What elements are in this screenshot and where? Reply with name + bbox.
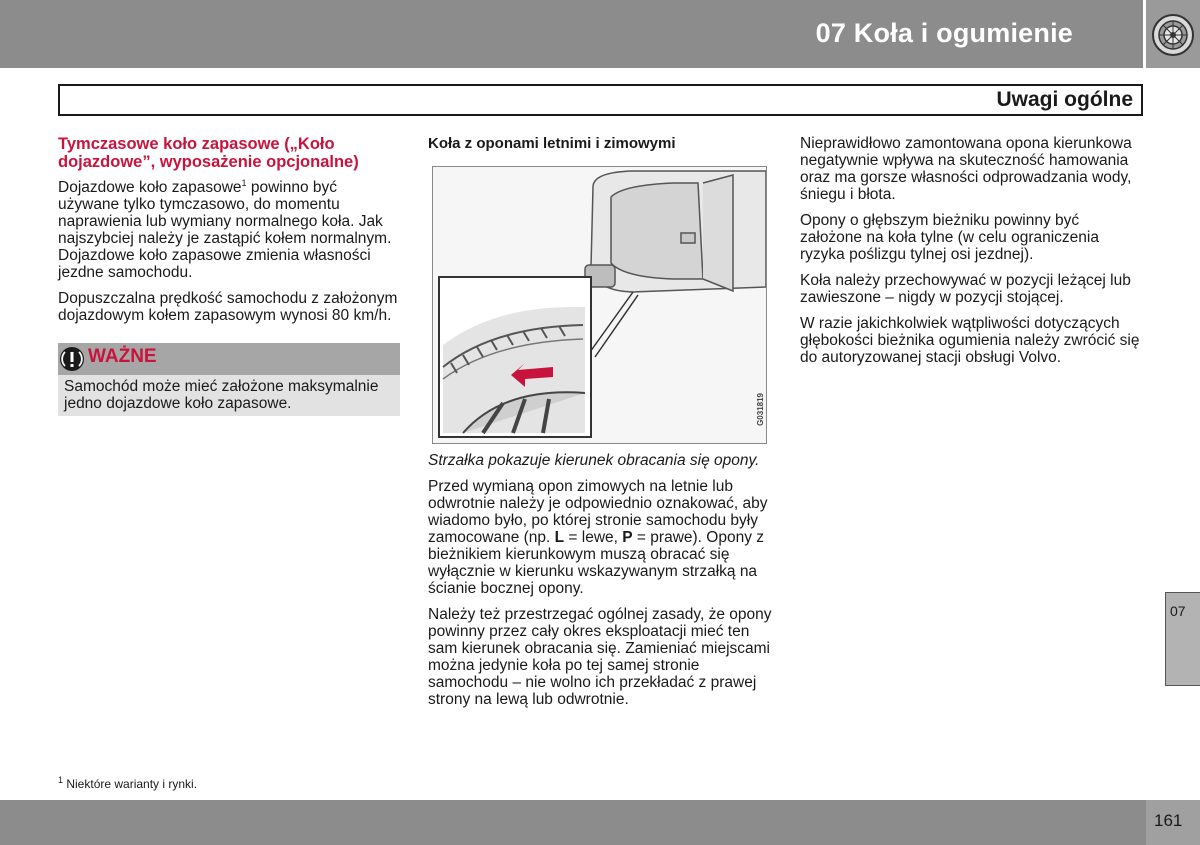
tyres-heading: Koła z oponami letnimi i zimowymi	[428, 135, 676, 152]
warning-box	[58, 343, 400, 416]
figure-code: G031819	[756, 393, 765, 426]
bold-P: P	[622, 529, 633, 546]
leader-line	[595, 295, 638, 357]
right-paragraph-4: W razie jakichkolwiek wątpliwości dotyczących głębokości bieżnika ogumienia należy zwrócić się do autoryzowanej stacji obsługi Volvo.	[800, 315, 1140, 366]
warning-header	[58, 343, 400, 375]
spare-wheel-heading: Tymczasowe koło zapasowe („Koło dojazdowe”, wyposażenie opcjonalne)	[58, 135, 359, 171]
footer-bar	[0, 800, 1146, 845]
column-right	[800, 135, 1140, 375]
tyres-paragraph-2: Należy też przestrzegać ogólnej zasady, że opony powinny przez cały okres eksploatacji mieć ten sam kierunek obracania się. Zamieniać miejscami można jedynie koła po tej samej stronie samochodu – nie wolno ich przekładać z prawej strony na lewą lub odwrotnie.	[428, 606, 772, 708]
section-header-box	[58, 84, 1143, 116]
chapter-title: 07 Koła i ogumienie	[815, 18, 1073, 48]
warning-text: Samochód może mieć założone maksymalnie jedno dojazdowe koło zapasowe.	[64, 378, 379, 412]
header-bar	[0, 0, 1143, 68]
column-left	[58, 135, 398, 416]
footnote-sup: 1	[58, 775, 64, 785]
text-span: = prawe). Opony z bieżnikiem kierunkowym muszą obracać się wyłącznie w kierunku wskazywanym strzałką na ścianie bocznej opony.	[428, 529, 765, 597]
right-paragraph-1: Nieprawidłowo zamontowana opona kierunkowa negatywnie wpływa na skuteczność hamowania oraz ma gorsze własności odprowadzania wody, śniegu i błota.	[800, 135, 1132, 203]
spare-wheel-paragraph-2: Dopuszczalna prędkość samochodu z założonym dojazdowym kołem zapasowym wynosi 80 km/h.	[58, 290, 398, 324]
warning-icon	[59, 346, 85, 372]
chapter-icon-box	[1146, 0, 1200, 68]
car-and-tyre-illustration	[433, 167, 766, 443]
side-tab-label: 07	[1170, 603, 1186, 619]
warning-title: WAŻNE	[88, 346, 157, 367]
footnote-marker: 1	[241, 177, 247, 188]
text-span: = lewe,	[564, 529, 623, 546]
bold-L: L	[554, 529, 565, 546]
tyres-paragraph-1	[428, 478, 773, 597]
column-middle	[428, 135, 773, 717]
text-span: Przed wymianą opon zimowych na letnie lub odwrotnie należy je odpowiednio oznakować, aby wiadomo było, po której stronie samochodu były zamocowane (np.	[428, 478, 768, 546]
footnote-text: Niektóre warianty i rynki.	[63, 777, 198, 791]
spare-wheel-paragraph-1	[58, 179, 398, 281]
right-paragraph-2: Opony o głębszym bieżniku powinny być założone na koła tylne (w celu ograniczenia ryzyka poślizgu tylnej osi jezdnej).	[800, 212, 1099, 263]
right-paragraph-3: Koła należy przechowywać w pozycji leżącej lub zawieszone – nigdy w pozycji stojącej.	[800, 272, 1131, 306]
figure-caption: Strzałka pokazuje kierunek obracania się opony.	[428, 452, 760, 469]
leader-line	[590, 292, 633, 352]
page-number-box	[1146, 800, 1200, 845]
wheel-icon	[1150, 13, 1196, 57]
chapter-side-tab	[1165, 592, 1200, 686]
section-title: Uwagi ogólne	[996, 88, 1133, 111]
car-outline	[585, 171, 766, 292]
footnote	[58, 777, 197, 791]
tyre-direction-figure	[432, 166, 767, 444]
text-span: Dojazdowe koło zapasowe	[58, 179, 242, 196]
page-number: 161	[1154, 811, 1183, 830]
text-span: powinno być używane tylko tymczasowo, do momentu naprawienia lub wymiany normalnego koła. Jak najszybciej należy je zastąpić kołem normalnym. Dojazdowe koło zapasowe zmienia własności jezdne samochodu.	[58, 179, 392, 281]
